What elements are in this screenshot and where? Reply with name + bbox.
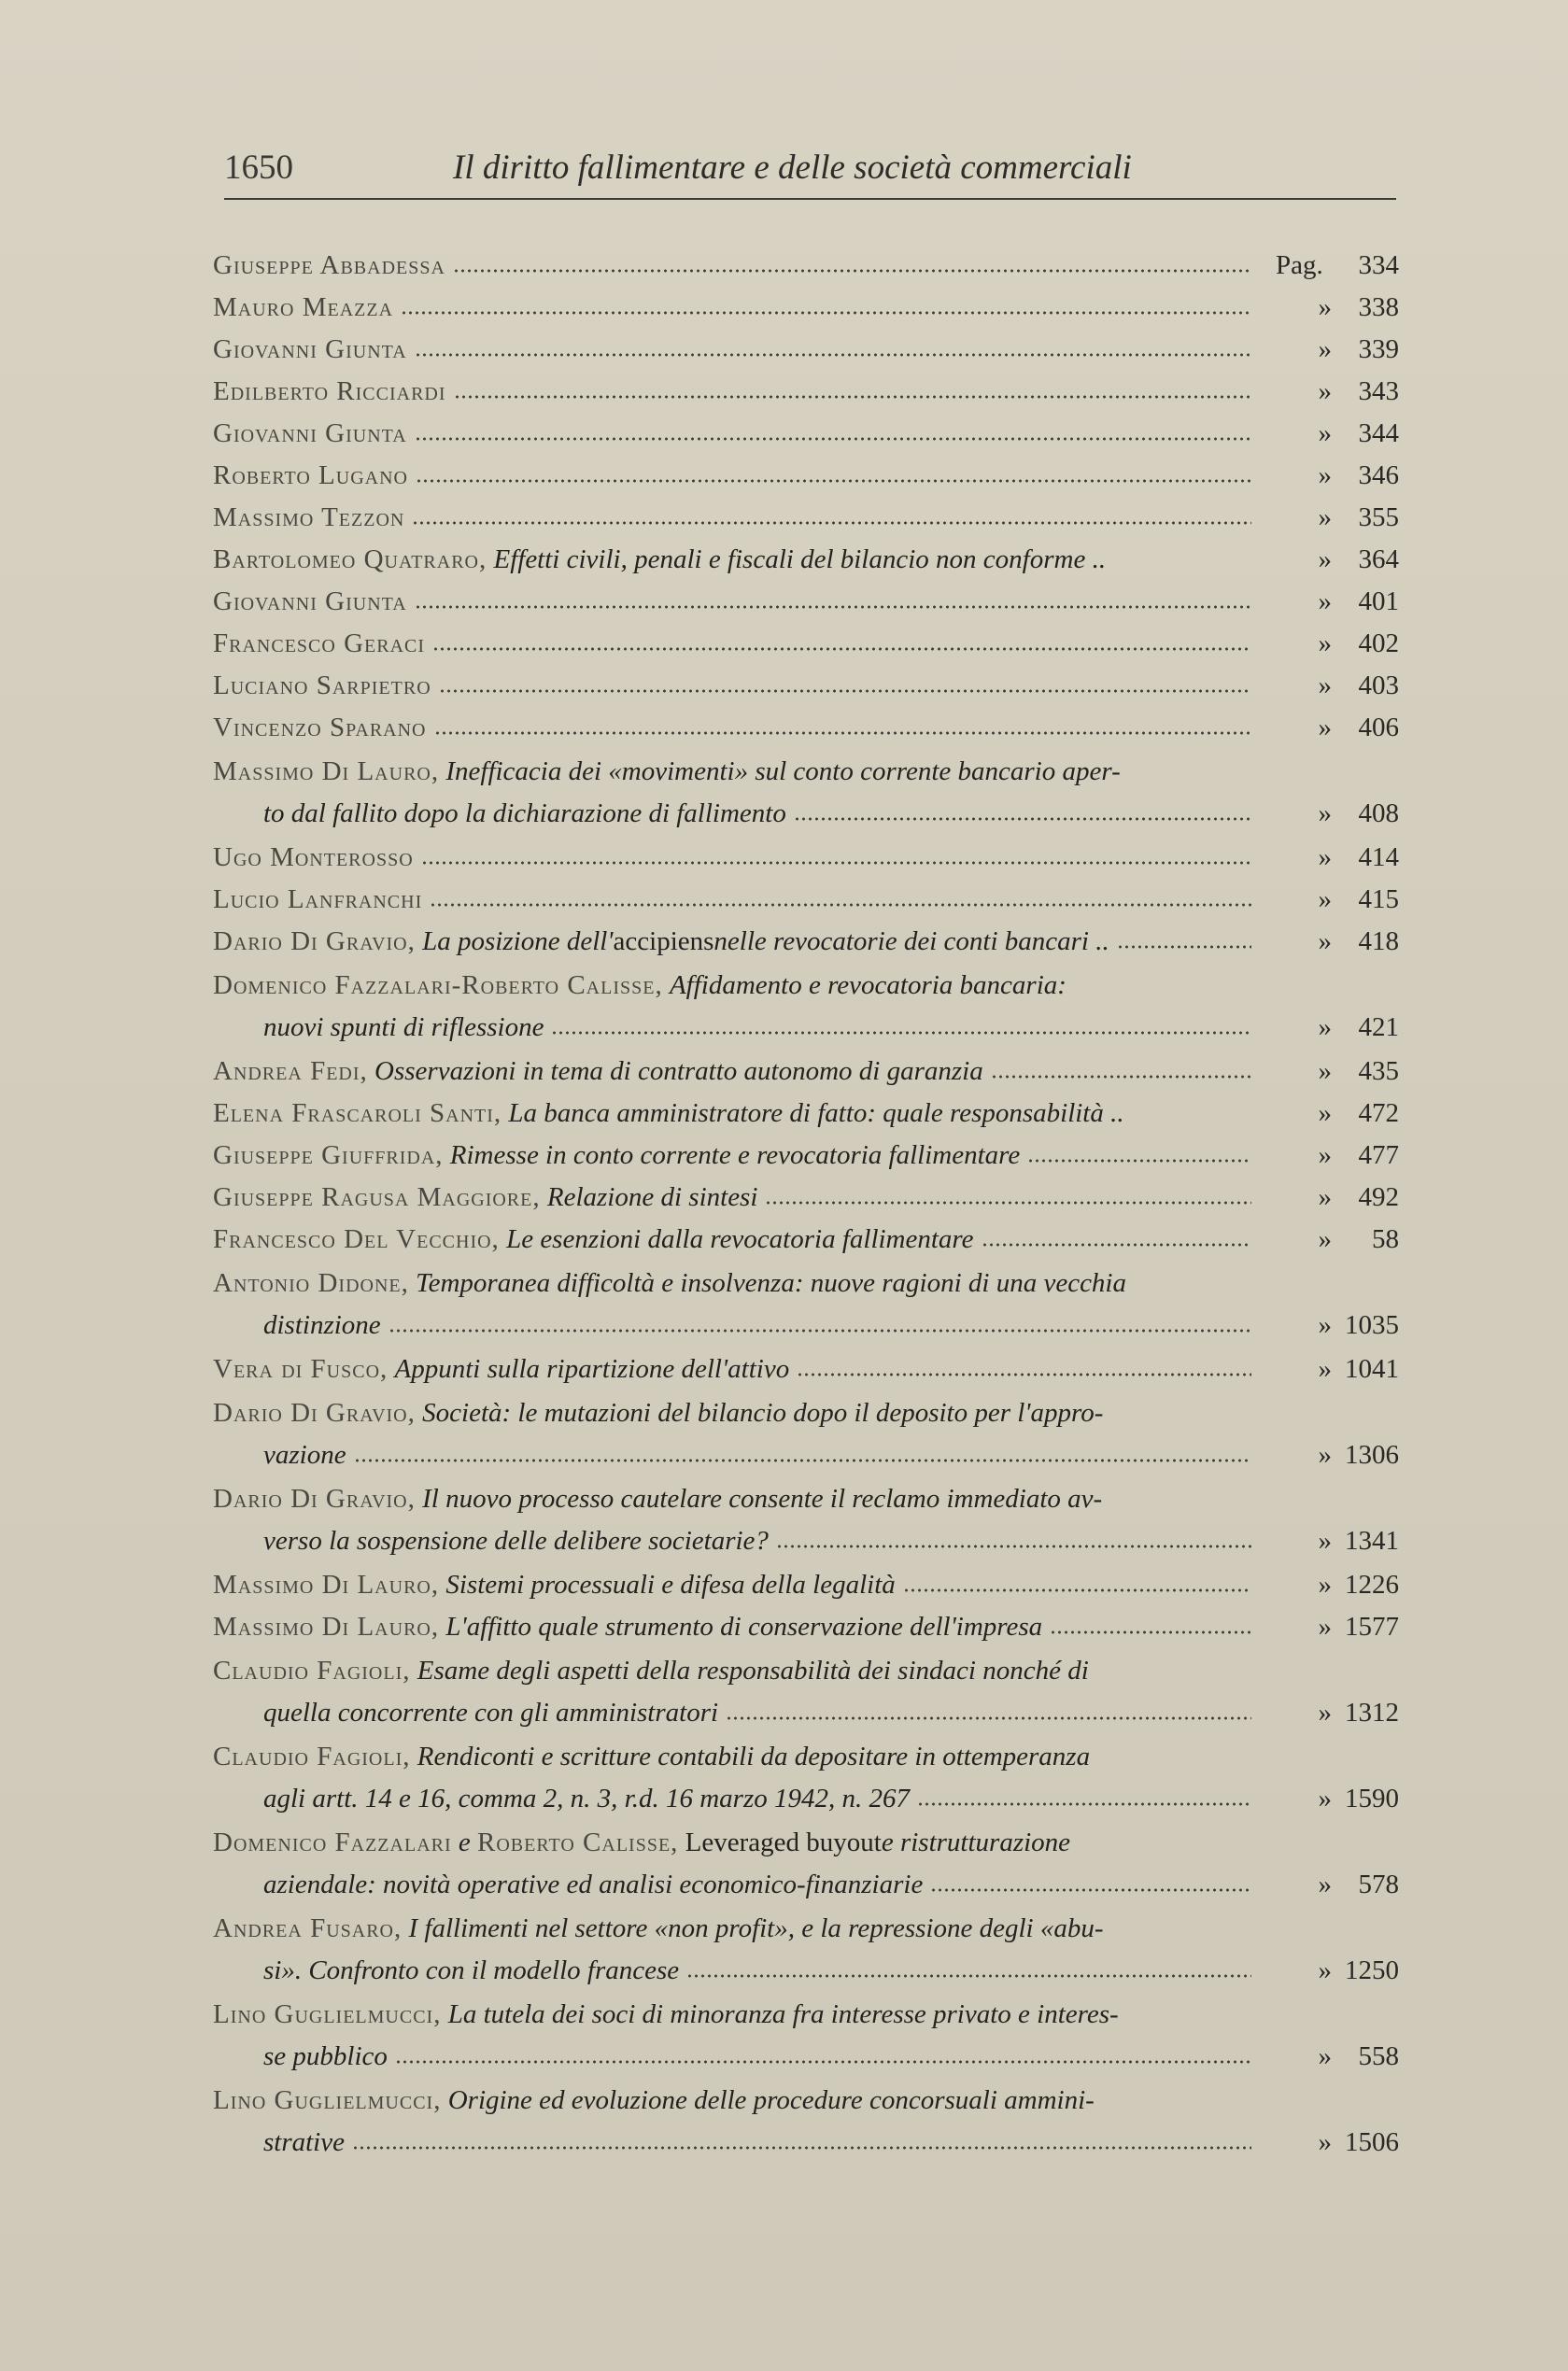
entry-title: Sistemi processuali e difesa della legalità xyxy=(445,1570,896,1600)
page-reference xyxy=(1259,707,1399,749)
dot-leader xyxy=(416,478,1251,484)
entry-author: Roberto Lugano xyxy=(213,460,408,490)
page-reference xyxy=(1259,1434,1399,1476)
entry-page: 346 xyxy=(1358,460,1399,490)
entry-author: Giovanni Giunta xyxy=(213,334,407,364)
page-prefix: » xyxy=(1318,798,1332,828)
page-prefix: » xyxy=(1318,460,1332,490)
toc-entry xyxy=(213,1478,1399,1562)
dot-leader xyxy=(352,2145,1251,2151)
dot-leader xyxy=(395,2059,1251,2065)
entry-page: 421 xyxy=(1358,1012,1399,1042)
page-reference xyxy=(1259,413,1399,455)
page-prefix: » xyxy=(1318,1012,1332,1042)
dot-leader xyxy=(1027,1158,1251,1164)
entry-title-continued: quella concorrente con gli amministratori xyxy=(263,1698,719,1728)
entry-author: Francesco Del Vecchio, xyxy=(213,1224,500,1254)
entry-author: Massimo Tezzon xyxy=(213,502,405,532)
entry-page: 344 xyxy=(1358,418,1399,448)
entry-author: Dario Di Gravio, xyxy=(213,926,416,956)
dot-leader xyxy=(434,730,1252,736)
entry-author: Domenico Fazzalari-Roberto Calisse, xyxy=(213,970,663,1000)
entry-page: 558 xyxy=(1358,2041,1399,2071)
toc-entry xyxy=(213,581,1399,623)
entry-author: Lucio Lanfranchi xyxy=(213,884,423,914)
toc-entry xyxy=(213,1908,1399,1992)
entry-page: 1041 xyxy=(1345,1354,1399,1384)
entry-title: Effetti civili, penali e fiscali del bilancio non conforme .. xyxy=(493,544,1107,574)
page-reference xyxy=(1259,2036,1399,2078)
entry-connector: e xyxy=(458,1828,471,1857)
entry-title-continued: aziendale: novità operative ed analisi economico-finanziarie xyxy=(263,1870,924,1899)
entry-page: 58 xyxy=(1372,1224,1399,1254)
dot-leader xyxy=(415,604,1251,610)
dot-leader xyxy=(430,902,1251,908)
running-title: Il diritto fallimentare e delle società commerciali xyxy=(453,148,1132,187)
toc-entry xyxy=(213,879,1399,921)
page-prefix: » xyxy=(1318,670,1332,700)
page-reference xyxy=(1259,497,1399,539)
entry-page: 355 xyxy=(1358,502,1399,532)
page-reference xyxy=(1259,837,1399,879)
dot-leader xyxy=(421,860,1251,866)
entry-author: Giuseppe Abbadessa xyxy=(213,250,445,280)
page-number: 1650 xyxy=(224,148,293,187)
page-prefix: » xyxy=(1318,1870,1332,1899)
toc-entry xyxy=(213,623,1399,665)
page-prefix: » xyxy=(1318,842,1332,872)
toc-entry xyxy=(213,665,1399,707)
entry-page: 1226 xyxy=(1345,1570,1399,1600)
toc-entry xyxy=(213,751,1399,835)
entry-author: Antonio Didone, xyxy=(213,1268,409,1298)
page-prefix: » xyxy=(1318,1354,1332,1384)
entry-author: Claudio Fagioli, xyxy=(213,1656,411,1686)
entry-author: Claudio Fagioli, xyxy=(213,1742,411,1771)
toc-entry xyxy=(213,2080,1399,2164)
entry-author: Andrea Fusaro, xyxy=(213,1913,403,1943)
entry-title-continued: agli artt. 14 e 16, comma 2, n. 3, r.d. 16 marzo 1942, n. 267 xyxy=(263,1784,910,1814)
page-prefix: » xyxy=(1318,502,1332,532)
page-prefix: » xyxy=(1318,1182,1332,1212)
entry-title: La posizione dell' xyxy=(422,926,614,956)
entry-title: Rendiconti e scritture contabili da depositare in ottemperanza xyxy=(417,1742,1091,1771)
dot-leader xyxy=(1117,944,1251,950)
page-prefix: » xyxy=(1318,884,1332,914)
dot-leader xyxy=(794,816,1251,822)
entry-page: 1306 xyxy=(1345,1440,1399,1470)
page-reference xyxy=(1259,1348,1399,1390)
toc-entry xyxy=(213,1051,1399,1093)
table-of-contents xyxy=(213,245,1399,2166)
entry-author: Vincenzo Sparano xyxy=(213,713,427,742)
toc-entry xyxy=(213,455,1399,497)
dot-leader xyxy=(551,1030,1251,1036)
entry-page: 414 xyxy=(1358,842,1399,872)
entry-title-continued: si». Confronto con il modello francese xyxy=(263,1955,680,1985)
page-prefix: Pag. xyxy=(1276,250,1323,280)
page-prefix: » xyxy=(1318,1784,1332,1814)
page-prefix: » xyxy=(1318,1140,1332,1170)
entry-author: Elena Frascaroli Santi, xyxy=(213,1098,502,1128)
entry-title-roman: accipiens xyxy=(613,926,714,956)
page-prefix: » xyxy=(1318,376,1332,406)
entry-title-continued: nuovi spunti di riflessione xyxy=(263,1012,544,1042)
page-prefix: » xyxy=(1318,544,1332,574)
entry-page: 338 xyxy=(1358,292,1399,322)
toc-entry xyxy=(213,1263,1399,1347)
toc-entry xyxy=(213,1606,1399,1648)
entry-page: 343 xyxy=(1358,376,1399,406)
entry-page: 435 xyxy=(1358,1056,1399,1086)
entry-page: 406 xyxy=(1358,713,1399,742)
page-reference xyxy=(1259,581,1399,623)
entry-title: Temporanea difficoltà e insolvenza: nuove ragioni di una vecchia xyxy=(416,1268,1126,1298)
entry-page: 408 xyxy=(1358,798,1399,828)
page-prefix: » xyxy=(1318,2127,1332,2157)
page-reference xyxy=(1259,245,1399,287)
dot-leader xyxy=(439,688,1251,694)
entry-page: 492 xyxy=(1358,1182,1399,1212)
entry-page: 1590 xyxy=(1345,1784,1399,1814)
page-reference xyxy=(1259,921,1399,963)
dot-leader xyxy=(454,394,1251,400)
entry-page: 339 xyxy=(1358,334,1399,364)
page-prefix: » xyxy=(1318,292,1332,322)
toc-entry xyxy=(213,1219,1399,1261)
dot-leader xyxy=(776,1544,1251,1549)
page-reference xyxy=(1259,1692,1399,1734)
entry-author: Andrea Fedi, xyxy=(213,1056,368,1086)
entry-page: 578 xyxy=(1358,1870,1399,1899)
page-prefix: » xyxy=(1318,1612,1332,1642)
page-reference xyxy=(1259,1305,1399,1347)
toc-entry xyxy=(213,1177,1399,1219)
entry-author: Dario Di Gravio, xyxy=(213,1398,416,1428)
toc-entry xyxy=(213,1822,1399,1906)
toc-entry xyxy=(213,371,1399,413)
dot-leader xyxy=(991,1074,1251,1080)
toc-entry xyxy=(213,1392,1399,1476)
running-header xyxy=(224,142,1396,200)
toc-entry xyxy=(213,497,1399,539)
dot-leader xyxy=(354,1458,1251,1463)
dot-leader xyxy=(432,646,1251,652)
page-prefix: » xyxy=(1318,1570,1332,1600)
page-prefix: » xyxy=(1318,334,1332,364)
entry-title-after: e ristrutturazione xyxy=(881,1828,1071,1857)
page-prefix: » xyxy=(1318,1310,1332,1340)
page-reference xyxy=(1259,1564,1399,1606)
page-prefix: » xyxy=(1318,1440,1332,1470)
entry-title: Relazione di sintesi xyxy=(546,1182,758,1212)
entry-author: Edilberto Ricciardi xyxy=(213,376,446,406)
entry-author: Francesco Geraci xyxy=(213,628,426,658)
page-prefix: » xyxy=(1318,1698,1332,1728)
dot-leader xyxy=(765,1200,1251,1206)
page-prefix: » xyxy=(1318,1056,1332,1086)
entry-page: 1577 xyxy=(1345,1612,1399,1642)
entry-author: Massimo Di Lauro, xyxy=(213,1570,440,1600)
dot-leader xyxy=(982,1242,1251,1248)
toc-entry xyxy=(213,1650,1399,1734)
page-reference xyxy=(1259,2122,1399,2164)
entry-author: Dario Di Gravio, xyxy=(213,1484,416,1514)
toc-entry xyxy=(213,539,1399,581)
page-reference xyxy=(1259,329,1399,371)
entry-page: 334 xyxy=(1358,250,1399,280)
dot-leader xyxy=(797,1372,1251,1377)
entry-author: Lino Guglielmucci, xyxy=(213,2085,442,2115)
entry-title: Origine ed evoluzione delle procedure concorsuali ammini- xyxy=(447,2085,1095,2115)
entry-title-continued: strative xyxy=(263,2127,345,2157)
entry-page: 418 xyxy=(1358,926,1399,956)
entry-title: Appunti sulla ripartizione dell'attivo xyxy=(394,1354,790,1384)
entry-author: Giuseppe Giuffrida, xyxy=(213,1140,444,1170)
dot-leader xyxy=(415,436,1251,442)
entry-title-continued: verso la sospensione delle delibere societarie? xyxy=(263,1526,769,1556)
entry-author: Lino Guglielmucci, xyxy=(213,1999,442,2029)
dot-leader xyxy=(903,1588,1251,1593)
entry-page: 402 xyxy=(1358,628,1399,658)
entry-title: Osservazioni in tema di contratto autonomo di garanzia xyxy=(374,1056,983,1086)
page-reference xyxy=(1259,879,1399,921)
toc-entry xyxy=(213,1564,1399,1606)
page-reference xyxy=(1259,1177,1399,1219)
page-prefix: » xyxy=(1318,628,1332,658)
dot-leader xyxy=(1050,1630,1251,1635)
page-reference xyxy=(1259,1219,1399,1261)
entry-author: Giuseppe Ragusa Maggiore, xyxy=(213,1182,541,1212)
page-reference xyxy=(1259,793,1399,835)
entry-author: Vera di Fusco, xyxy=(213,1354,388,1384)
entry-author: Luciano Sarpietro xyxy=(213,670,431,700)
toc-entry xyxy=(213,1736,1399,1820)
page-reference xyxy=(1259,1864,1399,1906)
entry-title-continued: distinzione xyxy=(263,1310,381,1340)
toc-entry xyxy=(213,1994,1399,2078)
page-prefix: » xyxy=(1318,586,1332,616)
page-reference xyxy=(1259,287,1399,329)
entry-author: Massimo Di Lauro, xyxy=(213,756,440,786)
entry-page: 415 xyxy=(1358,884,1399,914)
entry-author: Ugo Monterosso xyxy=(213,842,414,872)
dot-leader xyxy=(726,1715,1251,1721)
page-reference xyxy=(1259,371,1399,413)
toc-entry xyxy=(213,245,1399,287)
page-prefix: » xyxy=(1318,926,1332,956)
page-reference xyxy=(1259,1520,1399,1562)
toc-entry xyxy=(213,287,1399,329)
entry-title-continued: vazione xyxy=(263,1440,346,1470)
dot-leader xyxy=(686,1973,1251,1979)
entry-page: 472 xyxy=(1358,1098,1399,1128)
entry-title: Esame degli aspetti della responsabilità dei sindaci nonché di xyxy=(417,1656,1089,1686)
toc-entry xyxy=(213,1093,1399,1135)
entry-author: Giovanni Giunta xyxy=(213,586,407,616)
entry-page: 1506 xyxy=(1345,2127,1399,2157)
entry-title-continued: to dal fallito dopo la dichiarazione di fallimento xyxy=(263,798,786,828)
dot-leader xyxy=(415,352,1251,358)
page-prefix: » xyxy=(1318,1955,1332,1985)
page-reference xyxy=(1259,455,1399,497)
entry-page: 364 xyxy=(1358,544,1399,574)
toc-entry xyxy=(213,413,1399,455)
dot-leader xyxy=(917,1801,1251,1807)
entry-title: Le esenzioni dalla revocatoria fallimentare xyxy=(506,1224,974,1254)
entry-author: Giovanni Giunta xyxy=(213,418,407,448)
page-prefix: » xyxy=(1318,418,1332,448)
toc-entry xyxy=(213,329,1399,371)
page-reference xyxy=(1259,1606,1399,1648)
entry-page: 1312 xyxy=(1345,1698,1399,1728)
entry-title-continued: se pubblico xyxy=(263,2041,388,2071)
entry-page: 477 xyxy=(1358,1140,1399,1170)
entry-title: La tutela dei soci di minoranza fra interesse privato e interes- xyxy=(447,1999,1119,2029)
dot-leader xyxy=(388,1328,1251,1334)
entry-page: 1250 xyxy=(1345,1955,1399,1985)
entry-author: Bartolomeo Quatraro, xyxy=(213,544,487,574)
entry-title-after: nelle revocatorie dei conti bancari .. xyxy=(713,926,1109,956)
toc-entry xyxy=(213,707,1399,749)
toc-entry xyxy=(213,837,1399,879)
page-prefix: » xyxy=(1318,2041,1332,2071)
entry-author: Mauro Meazza xyxy=(213,292,394,322)
entry-page: 1035 xyxy=(1345,1310,1399,1340)
toc-entry xyxy=(213,965,1399,1049)
entry-page: 401 xyxy=(1358,586,1399,616)
entry-title: Rimesse in conto corrente e revocatoria fallimentare xyxy=(449,1140,1021,1170)
page-reference xyxy=(1259,1135,1399,1177)
entry-title-roman: Leveraged buyout xyxy=(685,1828,882,1857)
page-reference xyxy=(1259,1007,1399,1049)
dot-leader xyxy=(453,268,1251,274)
entry-page: 1341 xyxy=(1345,1526,1399,1556)
entry-author-b: Roberto Calisse, xyxy=(477,1828,679,1857)
entry-title: Società: le mutazioni del bilancio dopo il deposito per l'appro- xyxy=(422,1398,1104,1428)
page-reference xyxy=(1259,623,1399,665)
toc-entry xyxy=(213,921,1399,963)
dot-leader xyxy=(401,310,1251,316)
toc-entry xyxy=(213,1135,1399,1177)
entry-author: Domenico Fazzalari xyxy=(213,1828,452,1857)
entry-title: Il nuovo processo cautelare consente il reclamo immediato av- xyxy=(422,1484,1103,1514)
entry-title: L'affitto quale strumento di conservazione dell'impresa xyxy=(445,1612,1043,1642)
entry-title: I fallimenti nel settore «non profit», e la repressione degli «abu- xyxy=(408,1913,1104,1943)
page-reference xyxy=(1259,1778,1399,1820)
dot-leader xyxy=(930,1887,1251,1893)
page-reference xyxy=(1259,1093,1399,1135)
page-reference xyxy=(1259,1051,1399,1093)
page-prefix: » xyxy=(1318,1224,1332,1254)
entry-title: Affidamento e revocatoria bancaria: xyxy=(669,970,1067,1000)
page-prefix: » xyxy=(1318,713,1332,742)
entry-author: Massimo Di Lauro, xyxy=(213,1612,440,1642)
entry-title: Inefficacia dei «movimenti» sul conto corrente bancario aper- xyxy=(445,756,1121,786)
toc-entry xyxy=(213,1348,1399,1390)
page-reference xyxy=(1259,539,1399,581)
entry-page: 403 xyxy=(1358,670,1399,700)
page-prefix: » xyxy=(1318,1526,1332,1556)
page-reference xyxy=(1259,665,1399,707)
page-prefix: » xyxy=(1318,1098,1332,1128)
dot-leader xyxy=(412,520,1251,526)
entry-title: La banca amministratore di fatto: quale responsabilità .. xyxy=(508,1098,1124,1128)
page-reference xyxy=(1259,1950,1399,1992)
